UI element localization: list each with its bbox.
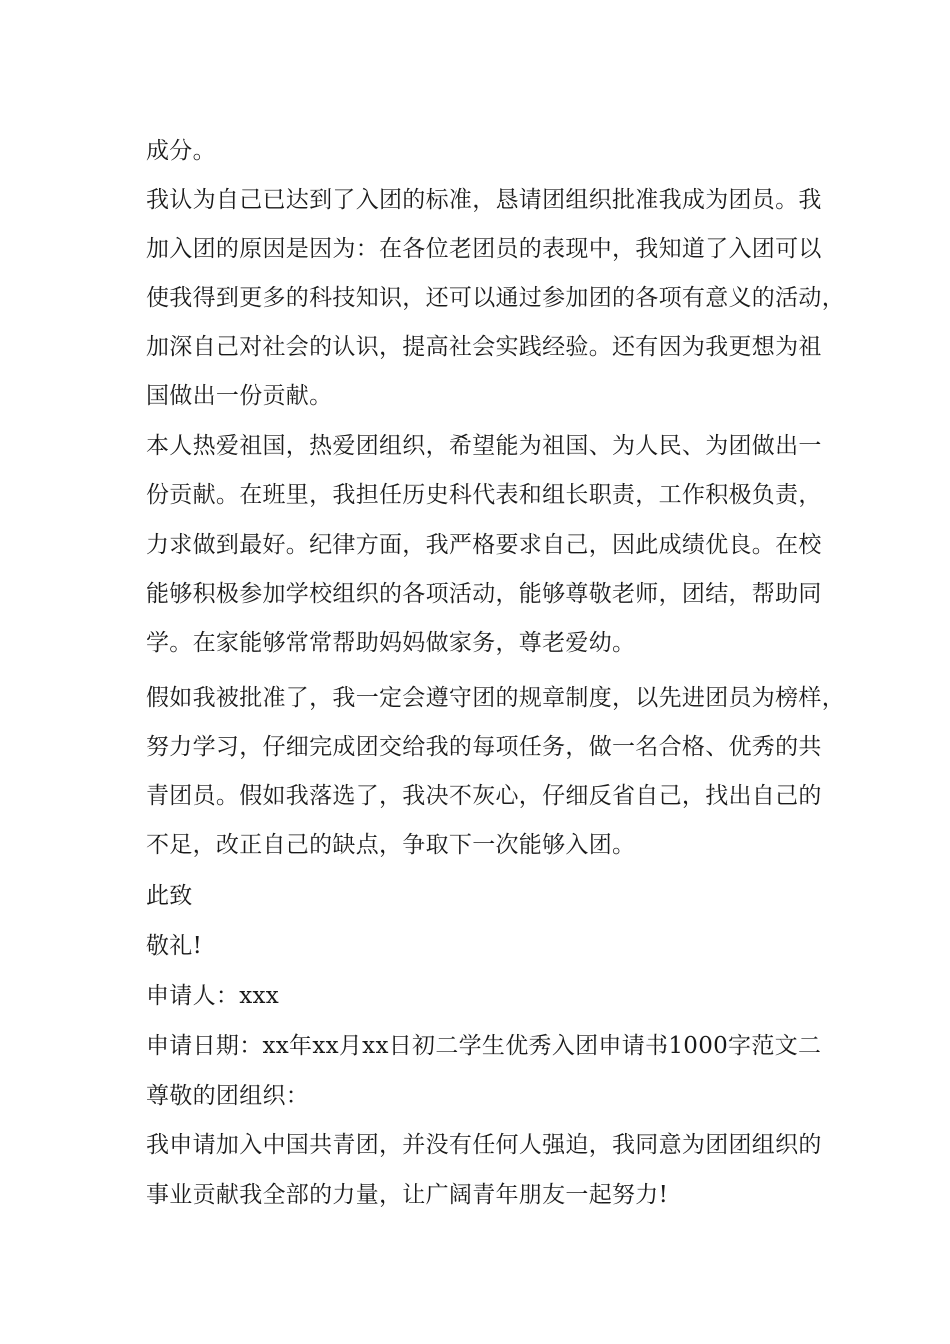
text-line: 加入团的原因是因为：在各位老团员的表现中，我知道了入团可以 [146, 236, 822, 262]
text-line: 份贡献。在班里，我担任历史科代表和组长职责，工作积极负责， [146, 482, 822, 508]
text-line: 努力学习，仔细完成团交给我的每项任务，做一名合格、优秀的共 [146, 734, 822, 760]
applicant-line: 申请人：xxx [146, 983, 280, 1009]
text-line: 假如我被批准了，我一定会遵守团的规章制度，以先进团员为榜样， [146, 685, 845, 711]
text-line: 本人热爱祖国，热爱团组织，希望能为祖国、为人民、为团做出一 [146, 433, 822, 459]
text-line: 力求做到最好。纪律方面，我严格要求自己，因此成绩优良。在校 [146, 532, 822, 558]
greeting-line: 尊敬的团组织： [146, 1083, 310, 1109]
text-line: 使我得到更多的科技知识，还可以通过参加团的各项有意义的活动， [146, 285, 845, 311]
text-line: 事业贡献我全部的力量，让广阔青年朋友一起努力! [146, 1182, 669, 1208]
salutation-line: 敬礼! [146, 933, 203, 959]
text-line: 加深自己对社会的认识，提高社会实践经验。还有因为我更想为祖 [146, 334, 822, 360]
text-line: 学。在家能够常常帮助妈妈做家务，尊老爱幼。 [146, 630, 636, 656]
date-line: 申请日期：xx年xx月xx日初二学生优秀入团申请书1000字范文二 [146, 1033, 822, 1059]
text-line: 我认为自己已达到了入团的标准，恳请团组织批准我成为团员。我 [146, 187, 822, 213]
text-line: 不足，改正自己的缺点，争取下一次能够入团。 [146, 832, 636, 858]
text-line: 青团员。假如我落选了，我决不灰心，仔细反省自己，找出自己的 [146, 783, 822, 809]
text-line: 国做出一份贡献。 [146, 383, 333, 409]
text-line: 成分。 [146, 138, 216, 164]
text-line: 我申请加入中国共青团，并没有任何人强迫，我同意为团团组织的 [146, 1132, 822, 1158]
closing-line: 此致 [146, 883, 193, 909]
text-line: 能够积极参加学校组织的各项活动，能够尊敬老师，团结，帮助同 [146, 581, 822, 607]
